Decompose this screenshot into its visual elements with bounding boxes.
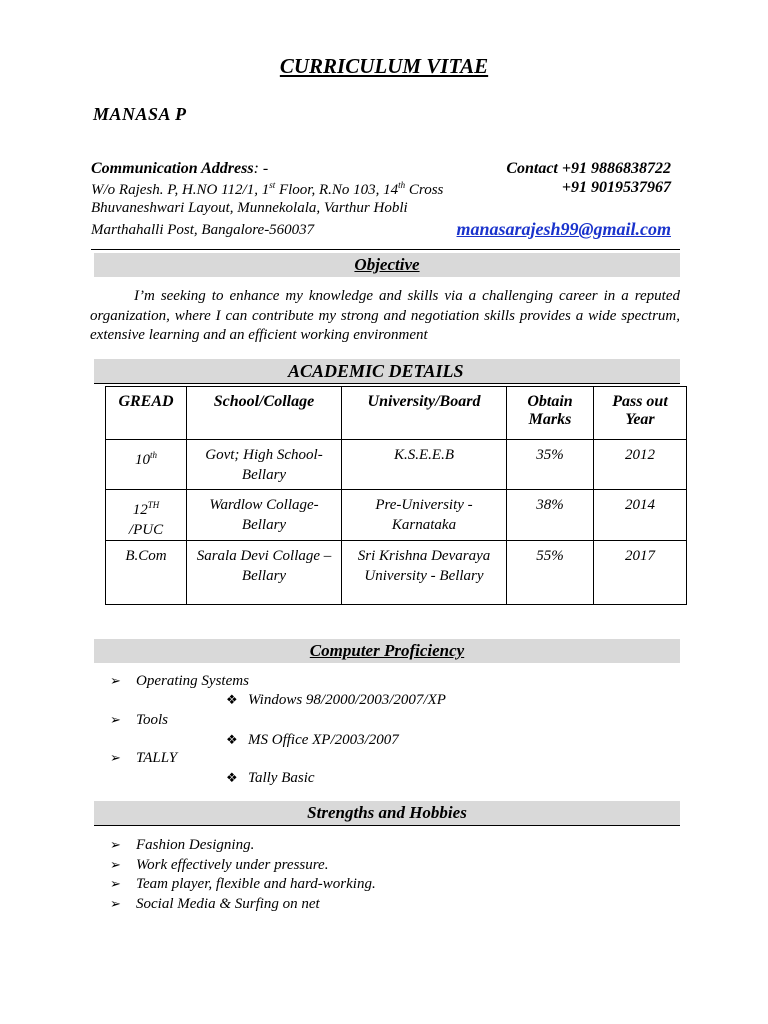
list-subitem-label: MS Office XP/2003/2007 — [248, 732, 399, 748]
diamond-bullet-icon: ❖ — [226, 692, 238, 707]
address-label-suffix: : - — [253, 160, 269, 177]
objective-heading-text: Objective — [354, 255, 420, 274]
address-line-1-part-a: W/o Rajesh. P, H.NO 112/1, 1 — [91, 182, 270, 198]
address-line-2: Bhuvaneshwari Layout, Munnekolala, Varthur Hobli — [91, 200, 408, 216]
arrowhead-bullet-icon: ➢ — [110, 876, 121, 891]
grade-value: 12 — [132, 502, 148, 518]
list-item-label: Work effectively under pressure. — [136, 857, 329, 873]
academic-table-header-row — [106, 387, 687, 440]
grade-sup: th — [149, 450, 157, 460]
strengths-heading-text: Strengths and Hobbies — [307, 803, 467, 822]
contact-phone-2: +91 9019537967 — [561, 179, 671, 196]
year-cell: 2014 — [594, 490, 687, 541]
arrowhead-bullet-icon: ➢ — [110, 673, 121, 688]
address-line-3: Marthahalli Post, Bangalore-560037 — [91, 222, 315, 238]
list-item — [110, 712, 168, 729]
board-cell: Pre-University - Karnataka — [342, 490, 507, 541]
column-header-year: Pass out Year — [594, 387, 687, 440]
diamond-bullet-icon: ❖ — [226, 732, 238, 747]
marks-cell: 55% — [507, 541, 594, 605]
grade-cell — [106, 541, 187, 605]
school-cell: Sarala Devi Collage – Bellary — [187, 541, 342, 605]
marks-cell: 38% — [507, 490, 594, 541]
list-item-label: Operating Systems — [136, 673, 249, 689]
objective-text-body: I’m seeking to enhance my knowledge and skills via a challenging career in a reputed organization, where I can contribute my strong and negotiation skills provides a wide spectrum, extensive learning and an efficient working environment — [90, 288, 680, 343]
academic-heading-text: ACADEMIC DETAILS — [288, 361, 464, 381]
school-cell: Govt; High School-Bellary — [187, 440, 342, 490]
table-row — [106, 541, 687, 605]
address-line-1 — [91, 180, 443, 199]
list-item — [110, 750, 177, 767]
list-item-label: Team player, flexible and hard-working. — [136, 876, 376, 892]
marks-cell: 35% — [507, 440, 594, 490]
table-row — [106, 440, 687, 490]
table-row — [106, 490, 687, 541]
list-item-label: Fashion Designing. — [136, 837, 255, 853]
address-label — [91, 160, 268, 178]
arrowhead-bullet-icon: ➢ — [110, 837, 121, 852]
list-subitem — [226, 692, 446, 709]
list-subitem-label: Windows 98/2000/2003/2007/XP — [248, 692, 446, 708]
address-line-1-sup-1: st — [269, 180, 276, 190]
list-item — [110, 857, 328, 874]
arrowhead-bullet-icon: ➢ — [110, 857, 121, 872]
computer-heading-text: Computer Proficiency — [309, 641, 465, 660]
address-line-1-part-c: Cross — [405, 182, 444, 198]
computer-heading — [94, 639, 680, 663]
grade-value: B.Com — [125, 548, 167, 564]
contact-phone-1: Contact +91 9886838722 — [506, 160, 671, 177]
list-item — [110, 896, 320, 913]
grade-sup: TH — [147, 500, 160, 510]
school-cell: Wardlow Collage-Bellary — [187, 490, 342, 541]
list-item-label: Tools — [136, 712, 168, 728]
address-label-text: Communication Address — [91, 160, 254, 177]
year-cell: 2012 — [594, 440, 687, 490]
list-item-label: Social Media & Surfing on net — [136, 896, 320, 912]
address-line-1-sup-2: th — [398, 180, 406, 190]
list-subitem-label: Tally Basic — [248, 770, 315, 786]
year-cell: 2017 — [594, 541, 687, 605]
academic-heading — [94, 359, 680, 384]
document-title: CURRICULUM VITAE — [279, 54, 489, 78]
objective-heading — [94, 253, 680, 277]
board-cell: K.S.E.E.B — [342, 440, 507, 490]
header-divider — [91, 249, 680, 250]
objective-text — [90, 287, 680, 346]
column-header-school: School/Collage — [187, 387, 342, 440]
board-cell: Sri Krishna Devaraya University - Bellary — [342, 541, 507, 605]
column-header-board: University/Board — [342, 387, 507, 440]
strengths-heading — [94, 801, 680, 826]
list-item — [110, 673, 249, 690]
grade-cell — [106, 490, 187, 541]
email-link[interactable]: manasarajesh99@gmail.com — [456, 219, 671, 239]
candidate-name: MANASA P — [93, 104, 187, 124]
list-item — [110, 837, 254, 854]
address-line-1-part-b: Floor, R.No 103, 14 — [275, 182, 399, 198]
grade-suffix: /PUC — [128, 521, 164, 538]
list-item — [110, 876, 376, 893]
list-subitem — [226, 770, 315, 787]
arrowhead-bullet-icon: ➢ — [110, 712, 121, 727]
academic-table — [105, 386, 687, 605]
column-header-grade: GREAD — [106, 387, 187, 440]
column-header-marks: Obtain Marks — [507, 387, 594, 440]
diamond-bullet-icon: ❖ — [226, 770, 238, 785]
arrowhead-bullet-icon: ➢ — [110, 896, 121, 911]
list-item-label: TALLY — [136, 750, 178, 766]
grade-cell — [106, 440, 187, 490]
grade-value: 10 — [134, 452, 150, 468]
list-subitem — [226, 732, 399, 749]
arrowhead-bullet-icon: ➢ — [110, 750, 121, 765]
